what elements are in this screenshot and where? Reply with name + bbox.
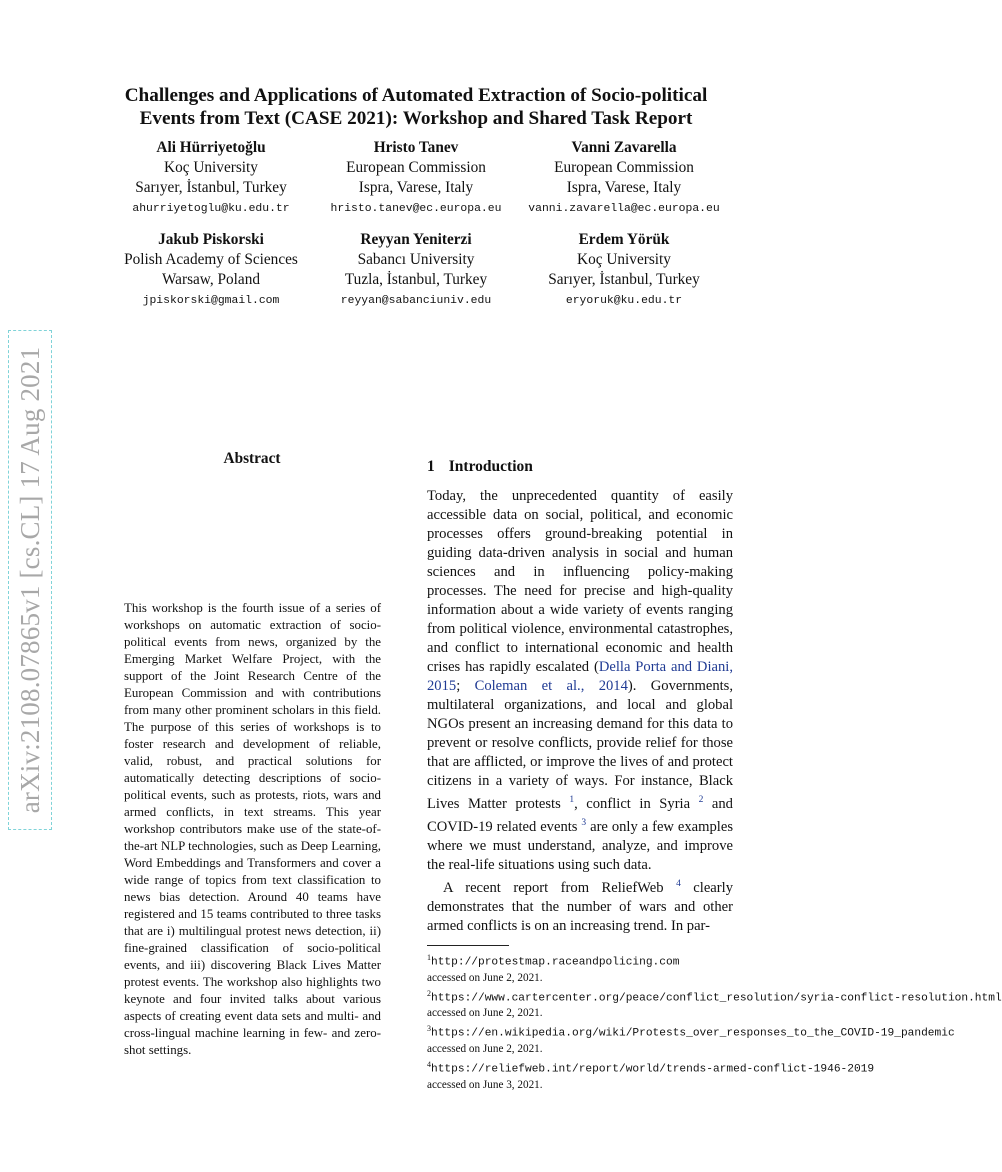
- text-run: ;: [456, 678, 475, 694]
- section-title: Introduction: [448, 458, 533, 475]
- author-location: Warsaw, Poland: [161, 271, 261, 288]
- author-name: Reyyan Yeniterzi: [360, 231, 472, 248]
- author-name: Erdem Yörük: [578, 231, 670, 248]
- paper-title: [80, 84, 752, 130]
- author-email[interactable]: vanni.zavarella@ec.europa.eu: [528, 203, 720, 215]
- footnote-marker[interactable]: 3: [581, 817, 587, 828]
- footnote: [427, 986, 1002, 1022]
- footnote-accessed: accessed on June 2, 2021.: [427, 971, 543, 984]
- footnotes: [427, 950, 1002, 1093]
- footnote-url[interactable]: https://en.wikipedia.org/wiki/Protests_over_responses_to_the_COVID-19_pandemic: [431, 1028, 955, 1041]
- footnote: [427, 1057, 875, 1093]
- footnote-marker[interactable]: 2: [698, 795, 704, 805]
- author-name: Vanni Zavarella: [571, 139, 677, 156]
- author-email[interactable]: hristo.tanev@ec.europa.eu: [330, 203, 502, 215]
- author-block: [301, 230, 531, 312]
- footnote: [427, 950, 847, 986]
- text-run: Today, the unprecedented quantity of easily accessible data on social, political, and economic processes offers ground-breaking potential in guiding data-driven analysis in social and human sciences and in influencing policy-making processes. The need for precise and high-quality information about a wide variety of events ranging from political violence, environmental catastrophes, and conflict to international economic and health crises has rapidly escalated (: [427, 488, 733, 675]
- text-run: , conflict in Syria: [574, 795, 699, 812]
- author-email[interactable]: ahurriyetoglu@ku.edu.tr: [132, 203, 290, 215]
- footnote-divider: [427, 945, 509, 946]
- footnote-accessed: accessed on June 2, 2021.: [427, 1043, 543, 1056]
- author-email[interactable]: eryoruk@ku.edu.tr: [565, 295, 683, 307]
- intro-paragraph-2: [427, 875, 733, 936]
- text-run: ). Governments, multilateral organizations, and local and global NGOs present an increasing demand for this data to prevent or resolve conflicts, provide relief for those that are afflicted, or improve the lives of and protect citizens in a variety of ways. For instance, Black Lives Matter protests: [427, 678, 734, 812]
- author-affiliation: European Commission: [554, 159, 694, 176]
- author-location: Sarıyer, İstanbul, Turkey: [135, 179, 287, 196]
- footnote: [427, 1021, 955, 1057]
- author-name: Ali Hürriyetoğlu: [156, 139, 266, 156]
- author-name: Hristo Tanev: [373, 139, 459, 156]
- footnote-number: 2: [427, 988, 431, 998]
- section-number: 1: [427, 458, 435, 475]
- author-affiliation: Polish Academy of Sciences: [124, 251, 298, 268]
- author-affiliation: European Commission: [346, 159, 486, 176]
- section-heading: [427, 458, 533, 476]
- title-line-2: Events from Text (CASE 2021): Workshop and Shared Task Report: [139, 108, 693, 129]
- footnote-marker[interactable]: 1: [569, 795, 575, 805]
- text-run: are only a few examples where we must understand, analyze, and improve the real-life situations using such data.: [427, 818, 734, 873]
- footnote-url[interactable]: https://reliefweb.int/report/world/trends-armed-conflict-1946-2019: [431, 1063, 875, 1076]
- footnote-accessed: accessed on June 3, 2021.: [427, 1078, 543, 1091]
- title-line-1: Challenges and Applications of Automated Extraction of Socio-political: [124, 85, 708, 106]
- arxiv-stamp-text[interactable]: arXiv:2108.07865v1 [cs.CL] 17 Aug 2021: [8, 330, 52, 830]
- citation-year: 2015: [427, 678, 457, 694]
- text-run: clearly demonstrates that the number of wars and other armed conflicts is on an increasing trend. In par-: [427, 879, 733, 934]
- arxiv-stamp: [8, 330, 52, 830]
- author-block: [96, 230, 326, 312]
- author-block: [301, 138, 531, 220]
- author-affiliation: Koç University: [577, 251, 671, 268]
- author-location: Sarıyer, İstanbul, Turkey: [548, 271, 700, 288]
- citation-link[interactable]: Della Porta and Diani, 2015: [427, 659, 733, 694]
- author-block: [96, 138, 326, 220]
- author-email[interactable]: jpiskorski@gmail.com: [142, 295, 280, 307]
- author-location: Tuzla, İstanbul, Turkey: [344, 271, 488, 288]
- citation-link[interactable]: Coleman et al., 2014: [474, 678, 628, 694]
- citation-author: Della Porta and Diani: [598, 659, 730, 675]
- abstract-text: This workshop is the fourth issue of a series of workshops on automatic extraction of socio-political events from news, organized by the Emerging Market Welfare Project, with the support of the Joint Research Centre of the European Commission and with contributions from many other prominent scholars in this field. The purpose of this series of workshops is to foster research and development of reliable, valid, robust, and practical solutions for automatically detecting descriptions of socio-political events, such as protests, riots, wars and armed conflicts, in text streams. This year workshop contributors make use of the state-of-the-art NLP technologies, such as Deep Learning, Word Embeddings and Transformers and cover a wide range of topics from text classification to news bias detection. Around 40 teams have registered and 15 teams contributed to three tasks that are i) multilingual protest news detection, ii) fine-grained classification of socio-political events, and iii) discovering Black Lives Matter protest events. The workshop also highlights two keynote and four invited talks about various aspects of creating event data sets and multi- and cross-lingual machine learning in few- and zero-shot settings.: [124, 601, 381, 1057]
- intro-paragraph-1: [427, 487, 733, 875]
- author-location: Ispra, Varese, Italy: [358, 179, 474, 196]
- text-run: and COVID-19 related events: [427, 795, 733, 835]
- citation-year: 2014: [598, 678, 628, 694]
- intro-text: [427, 487, 733, 936]
- footnote-accessed: accessed on June 2, 2021.: [427, 1007, 543, 1020]
- author-email[interactable]: reyyan@sabanciuniv.edu: [340, 295, 492, 307]
- footnote-number: 3: [427, 1024, 431, 1034]
- text-run: A recent report from ReliefWeb: [443, 879, 677, 896]
- author-affiliation: Sabancı University: [357, 251, 475, 268]
- footnote-number: 4: [427, 1060, 431, 1070]
- author-block: [509, 138, 739, 220]
- abstract-heading: Abstract: [223, 450, 281, 467]
- author-name: Jakub Piskorski: [158, 231, 264, 248]
- footnote-marker[interactable]: 4: [676, 878, 681, 889]
- footnote-number: 1: [427, 953, 431, 962]
- author-block: [509, 230, 739, 312]
- footnote-url[interactable]: https://www.cartercenter.org/peace/conflict_resolution/syria-conflict-resolution.html: [431, 992, 1002, 1005]
- citation-author: Coleman et al.: [474, 678, 581, 694]
- author-affiliation: Koç University: [164, 159, 258, 176]
- footnote-url[interactable]: http://protestmap.raceandpolicing.com: [431, 956, 680, 969]
- author-location: Ispra, Varese, Italy: [566, 179, 682, 196]
